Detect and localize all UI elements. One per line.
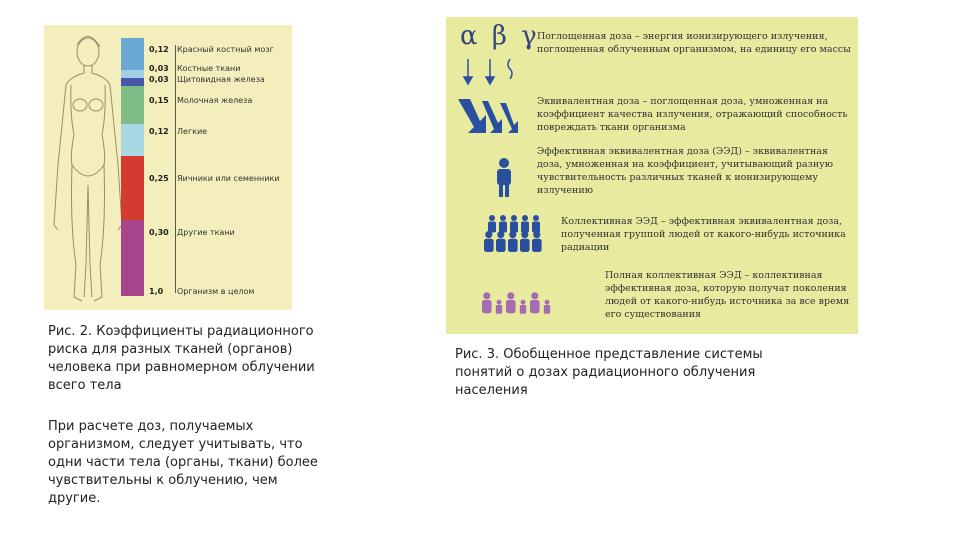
bar-bone-tissue [121, 70, 144, 78]
generation-person [544, 300, 550, 314]
organ-row [149, 227, 235, 239]
generations-people-icon [482, 275, 562, 315]
organ-risk-value: 0,12 [149, 45, 169, 54]
organ-row [149, 126, 207, 138]
generation-person [506, 292, 516, 313]
bar-lungs [121, 124, 144, 156]
organ-name: Другие ткани [177, 228, 235, 237]
risk-color-bar [121, 38, 144, 296]
organ-name: Красный костный мозг [177, 45, 274, 54]
figure-3-caption: Рис. 3. Обобщенное представление системы понятий о дозах радиационного облучения населения [455, 347, 763, 398]
bar-red-bone-marrow [121, 38, 144, 70]
generation-person [482, 292, 492, 313]
figure-2-organ-risk-chart [44, 25, 292, 310]
organ-risk-value: 0,03 [149, 75, 169, 84]
group-person-back [532, 215, 540, 233]
group-person-front [508, 231, 518, 252]
absorbed-dose-definition: Поглощенная доза – энергия ионизирующего излучения, поглощенная облученным организмом, на единицу его массы [537, 31, 851, 55]
generation-person [520, 300, 526, 314]
group-person-back [510, 215, 518, 233]
organ-row [149, 44, 274, 56]
organ-risk-value: 1,0 [149, 287, 164, 296]
organ-row [149, 95, 252, 107]
organ-row [149, 286, 254, 298]
bar-thyroid [121, 78, 144, 86]
organ-risk-value: 0,03 [149, 64, 169, 73]
organ-name: Молочная железа [177, 96, 253, 105]
organ-name: Яичники или семенники [177, 174, 280, 183]
thick-arrows-icon [456, 97, 526, 137]
group-person-back [488, 215, 496, 233]
organ-name: Организм в целом [177, 287, 255, 296]
full-collective-dose-definition: Полная коллективная ЭЭД – коллективная эффективная доза, которую получат поколения людей от какого-нибудь источника за все время его существования [605, 270, 850, 320]
organ-row [149, 173, 280, 185]
greek-radiation-symbols: α β γ [460, 21, 540, 51]
group-person-front [532, 231, 542, 252]
collective-dose-definition: Коллективная ЭЭД – эффективная эквивалентная доза, полученная группой людей от какого-нибудь источника радиации [561, 216, 846, 253]
group-person-front [496, 231, 506, 252]
group-person-front [484, 231, 494, 252]
group-person-front [520, 231, 530, 252]
equivalent-dose-definition: Эквивалентная доза – поглощенная доза, умноженная на коэффициент качества излучения, отражающий способность повреждать ткани организма [537, 96, 848, 133]
generation-person [496, 300, 502, 314]
bar-gonads [121, 156, 144, 220]
organ-name: Костные ткани [177, 64, 241, 73]
group-person-back [499, 215, 507, 233]
body-paragraph: При расчете доз, получаемых организмом, следует учитывать, что одни части тела (органы, ткани) более чувствительны к облучению, чем другие. [48, 419, 318, 506]
organ-name: Щитовидная железа [177, 75, 265, 84]
organ-name: Легкие [177, 127, 208, 136]
organ-row [149, 74, 265, 86]
group-person-back [521, 215, 529, 233]
effective-dose-definition: Эффективная эквивалентная доза (ЭЭД) – эквивалентная доза, умноженная на коэффициент, учитывающий разную чувствительность различных тканей к ионизирующему излучению [537, 146, 834, 196]
single-person-icon [494, 157, 514, 199]
group-people-icon [484, 213, 548, 255]
figure-2-caption: Рис. 2. Коэффициенты радиационного риска для разных тканей (органов) человека при равномерном облучении всего тела [48, 324, 315, 393]
thin-arrows-icon [460, 57, 520, 87]
figure-3-dose-concepts [446, 17, 858, 334]
generation-person [530, 292, 540, 313]
bar-breast [121, 86, 144, 124]
organ-risk-value: 0,15 [149, 96, 169, 105]
organ-risk-value: 0,30 [149, 228, 169, 237]
organ-risk-value: 0,12 [149, 127, 169, 136]
bar-other-tissues [121, 220, 144, 296]
organ-risk-value: 0,25 [149, 174, 169, 183]
